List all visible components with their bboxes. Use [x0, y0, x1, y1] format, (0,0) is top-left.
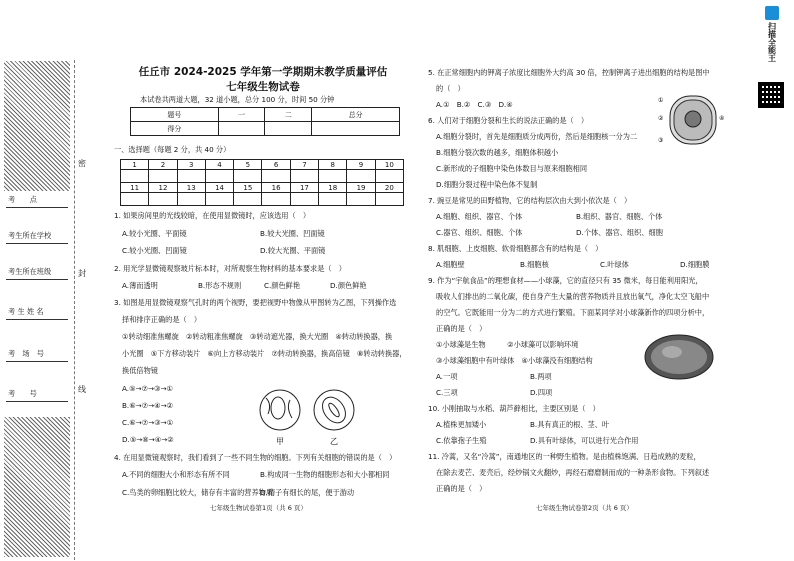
cell-label-1: ① [658, 97, 664, 104]
option: B.组织、器官、细胞、个体 [576, 212, 663, 221]
score-row-label: 得分 [131, 122, 219, 136]
question-9-cont: 吸收人们排出的二氧化碳，使自身产生大量的营养物质并且放出氧气，净化太空飞船中 [436, 292, 710, 301]
score-cell[interactable] [312, 122, 400, 136]
page-footer-left: 七年级生物试卷第1页（共 6 页） [210, 504, 307, 512]
page-footer-right: 七年级生物试卷第2页（共 6 页） [536, 504, 633, 512]
question-3-steps: 小光圈 ⑤下方移动装片 ⑥向上方移动装片 ⑦转动转换器，换高倍镜 ⑧转动转换器， [122, 349, 407, 358]
answer-number: 8 [319, 160, 347, 170]
answer-cell[interactable] [319, 170, 347, 183]
option: C.三项 [436, 388, 458, 397]
option: B.细胞分裂次数的越多，细胞体积越小 [436, 148, 559, 157]
option: C.⑥→⑦→③→① [122, 418, 174, 427]
answer-cell[interactable] [347, 170, 375, 183]
cell-figure [656, 90, 728, 150]
option: A.细胞分裂时，首先是细胞质分成两份，然后是细胞核一分为二 [436, 132, 638, 141]
sidebar-line [6, 361, 68, 362]
question-1: 1. 如果房间里的光线较暗，在使用显微镜时，应该选用（ ） [114, 211, 311, 220]
view-circle-yi [314, 390, 354, 430]
question-9: 9. 作为“宇航食品”的理想食材——小球藻，它的直径只有 35 微米，每日能利用阳光， [428, 276, 703, 285]
answer-cell[interactable] [121, 170, 149, 183]
exam-note: 本试卷共两道大题，32 道小题，总分 100 分，时间 50 分钟 [140, 95, 335, 104]
question-5-cont: 的（ ） [436, 84, 465, 93]
answer-cell[interactable] [290, 170, 318, 183]
score-table [130, 107, 400, 136]
question-7: 7. 豌豆是常见的田野植物，它的结构层次由大到小依次是（ ） [428, 196, 632, 205]
option: A.细胞、组织、器官、个体 [436, 212, 523, 221]
option: A.薄而透明 [122, 281, 158, 290]
scanner-badge[interactable] [757, 6, 787, 76]
answer-number: 12 [149, 183, 177, 193]
option: C.依靠孢子生殖 [436, 436, 487, 445]
sidebar-field-class: 考生所在班级 [8, 267, 52, 276]
option: B.细胞核 [520, 260, 549, 269]
section-heading: 一、选择题（每题 2 分，共 40 分） [114, 145, 231, 154]
chlorella-highlight-icon [662, 346, 682, 358]
answer-cell[interactable] [262, 170, 290, 183]
question-9-cont: 正确的是（ ） [436, 324, 487, 333]
option: D.较大光圈、平面镜 [260, 246, 326, 255]
seal-char-mi: 密 [78, 159, 86, 168]
score-table-header: 题号 [131, 108, 219, 122]
answer-number: 17 [290, 183, 318, 193]
option: B.两项 [530, 372, 552, 381]
answer-cell[interactable] [234, 193, 262, 206]
seal-char-xian: 线 [78, 385, 86, 394]
option: D.细胞膜 [680, 260, 710, 269]
option: C.较小光圈、凹面镜 [122, 246, 187, 255]
answer-cell[interactable] [262, 193, 290, 206]
answer-cell[interactable] [177, 170, 205, 183]
question-9-cont: 的空气。它既能用一分为二的方式进行繁殖。下面某同学对小球藻新作的四项分析中， [436, 308, 710, 317]
answer-number: 19 [347, 183, 375, 193]
answer-number: 4 [205, 160, 233, 170]
option: B.构成同一生物的细胞形态和大小都相同 [260, 470, 390, 479]
option: D.细胞分裂过程中染色体不复制 [436, 180, 538, 189]
answer-cell[interactable] [375, 170, 403, 183]
scanner-logo-icon [765, 6, 779, 20]
option: D.个体、器官、组织、细胞 [576, 228, 663, 237]
answer-cell[interactable] [205, 170, 233, 183]
cell-label-4: ④ [719, 115, 725, 122]
answer-number: 2 [149, 160, 177, 170]
question-11-cont: 正确的是（ ） [436, 484, 487, 493]
answer-cell[interactable] [375, 193, 403, 206]
option: A.一项 [436, 372, 458, 381]
scanner-app-name: 扫描全能王 [767, 22, 777, 62]
answer-number: 9 [347, 160, 375, 170]
answer-number: 20 [375, 183, 403, 193]
guard-cell-icon [318, 393, 350, 427]
qr-code-icon[interactable] [758, 82, 784, 108]
figure-label-jia: 甲 [276, 437, 284, 446]
chlorella-texture-icon [651, 340, 707, 374]
stoma-icon [327, 402, 341, 419]
sidebar-line [6, 401, 68, 402]
option: C.颜色鲜艳 [264, 281, 301, 290]
view-circle-jia [260, 390, 300, 430]
answer-number: 15 [234, 183, 262, 193]
chlorella-figure [642, 332, 716, 382]
option: D.具有叶绿体，可以进行光合作用 [530, 436, 639, 445]
option: D.颜色鲜艳 [330, 281, 367, 290]
option: B.具有真正的根、茎、叶 [530, 420, 610, 429]
seal-line [74, 60, 75, 560]
answer-number: 18 [319, 183, 347, 193]
answer-cell[interactable] [121, 193, 149, 206]
answer-cell[interactable] [205, 193, 233, 206]
sidebar-line [6, 243, 68, 244]
answer-number: 11 [121, 183, 149, 193]
option: C.新形成的子细胞中染色体数目与原来细胞相同 [436, 164, 588, 173]
answer-number: 10 [375, 160, 403, 170]
option: A.植株更加矮小 [436, 420, 487, 429]
answer-cell[interactable] [149, 193, 177, 206]
answer-cell[interactable] [290, 193, 318, 206]
answer-cell[interactable] [319, 193, 347, 206]
sidebar-field-room: 考 场 号 [8, 349, 44, 358]
decorative-stripe-top [4, 61, 70, 191]
option: A.较小光圈、平面镜 [122, 229, 187, 238]
option: C.器官、组织、细胞、个体 [436, 228, 523, 237]
answer-cell[interactable] [234, 170, 262, 183]
exam-sidebar [0, 55, 74, 560]
score-table-header: 总分 [312, 108, 400, 122]
question-2: 2. 用光学显微镜观察玻片标本时，对所观察生物材料的基本要求是（ ） [114, 264, 346, 273]
question-3-steps: 换低倍物镜 [122, 366, 158, 375]
answer-number: 6 [262, 160, 290, 170]
question-3: 3. 如图是用显微镜观察气孔时的两个视野，要把视野中物像从甲图转为乙图，下列操作选 [114, 298, 397, 307]
answer-grid [120, 159, 404, 206]
figure-label-yi: 乙 [330, 437, 338, 446]
answer-number: 7 [290, 160, 318, 170]
option: A.不同的细胞大小和形态有所不同 [122, 470, 230, 479]
option: A.细胞壁 [436, 260, 465, 269]
question-10: 10. 小刚抽取与水稻、葫芦藓相比，主要区别是（ ） [428, 404, 600, 413]
sidebar-field-name: 考 生 姓 名 [8, 307, 44, 316]
question-11-cont: 在除去麦芒、麦壳后，经炒锅文火翻炒，再经石磨磨制而成的一种条形食物。下列叙述 [436, 468, 710, 477]
sidebar-line [6, 319, 68, 320]
sidebar-field-number: 考 号 [8, 389, 37, 398]
option: B.形态不规则 [198, 281, 242, 290]
option: D.精子有细长的尾，便于游动 [260, 488, 355, 497]
question-4: 4. 在用显微镜观察时，我们看到了一些不同生物的细胞。下列有关细胞的错误的是（ ） [114, 453, 397, 462]
answer-number: 16 [262, 183, 290, 193]
question-3-cont: 择和排序正确的是（ ） [122, 315, 202, 324]
answer-number: 5 [234, 160, 262, 170]
exam-subtitle: 七年级生物试卷 [226, 81, 300, 93]
exam-title: 任丘市 2024-2025 学年第一学期期末教学质量评估 [138, 66, 388, 78]
guard-cell-icon [271, 397, 285, 419]
stomata-figure [250, 384, 370, 450]
nucleus-icon [685, 111, 701, 127]
statement: ①小球藻是生物 ②小球藻可以影响环境 [436, 340, 579, 349]
answer-number: 1 [121, 160, 149, 170]
sidebar-field-school: 考生所在学校 [8, 231, 52, 240]
answer-number: 13 [177, 183, 205, 193]
option: D.四项 [530, 388, 553, 397]
answer-cell[interactable] [347, 193, 375, 206]
decorative-stripe-bottom [4, 417, 70, 557]
cell-label-3: ③ [658, 137, 664, 144]
question-11: 11. 冷蒿，又名“冷蒿”，南通地区的一种野生植物。是由植株饱满、日趋成熟的麦粒， [428, 452, 701, 461]
answer-number: 14 [205, 183, 233, 193]
option: B.较大光圈、凹面镜 [260, 229, 325, 238]
score-table-header: 一 [218, 108, 265, 122]
statement: ③小球藻细胞中有叶绿体 ④小球藻没有细胞结构 [436, 356, 593, 365]
answer-number: 3 [177, 160, 205, 170]
option: B.⑥→⑦→④→② [122, 401, 174, 410]
sidebar-line [6, 207, 68, 208]
seal-char-feng: 封 [78, 269, 86, 278]
question-3-steps: ①转动细准焦螺旋 ②转动粗准焦螺旋 ③转动遮光器，换大光圈 ④转动转换器，换 [122, 332, 393, 341]
question-5: 5. 在正常细胞内的钾离子浓度比细胞外大约高 30 倍，控制钾离子进出细胞的结构是图中 [428, 68, 710, 77]
option: A.⑤→⑦→③→① [122, 384, 173, 393]
sidebar-line [6, 279, 68, 280]
cell-outline-icon [266, 398, 292, 418]
cell-label-2: ② [658, 115, 664, 122]
answer-cell[interactable] [177, 193, 205, 206]
score-cell[interactable] [265, 122, 312, 136]
question-6: 6. 人们对于细胞分裂和生长的说法正确的是（ ） [428, 116, 589, 125]
option: D.⑤→⑧→④→② [122, 435, 174, 444]
question-5-options: A.① B.② C.③ D.④ [436, 100, 513, 109]
answer-cell[interactable] [149, 170, 177, 183]
option: C.叶绿体 [600, 260, 629, 269]
sidebar-field-site: 考 点 [8, 195, 37, 204]
score-cell[interactable] [218, 122, 265, 136]
option: C.鸟类的卵细胞比较大，储存有丰富的营养物质 [122, 488, 274, 497]
question-8: 8. 肌细胞、上皮细胞、软骨细胞都含有的结构是（ ） [428, 244, 603, 253]
score-table-header: 二 [265, 108, 312, 122]
